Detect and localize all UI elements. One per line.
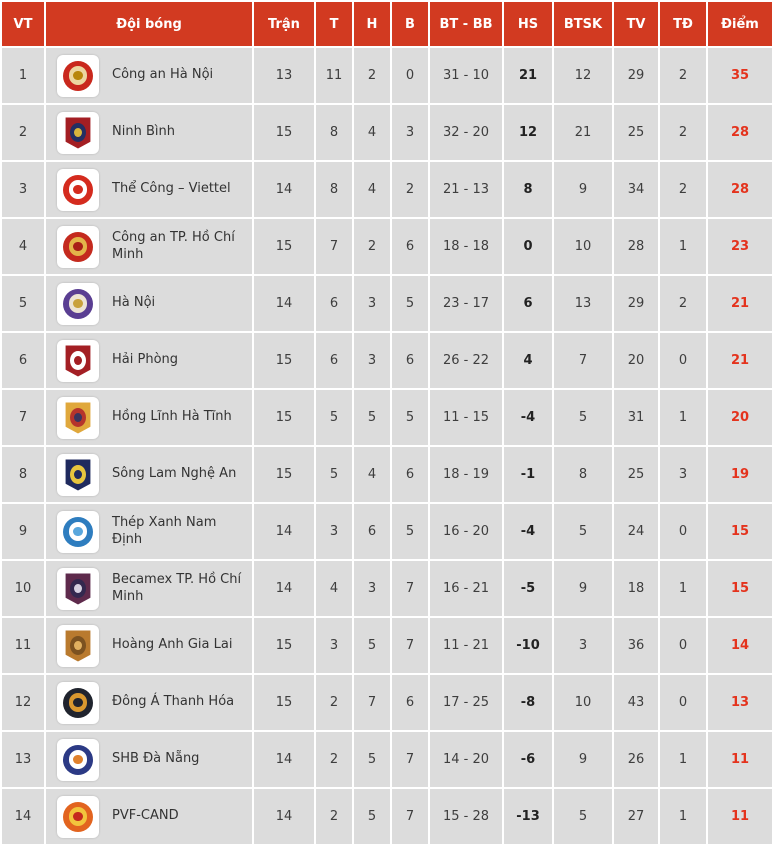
team-logo [57, 397, 99, 439]
team-crest-core [74, 641, 82, 651]
btsk-cell: 7 [554, 333, 612, 388]
goals-for-against-cell: 18 - 19 [430, 447, 502, 502]
tv-cell: 20 [614, 333, 658, 388]
table-row [2, 333, 772, 388]
team-crest-icon [63, 61, 93, 91]
column-header: Đội bóng [46, 2, 252, 46]
td-cell: 0 [660, 333, 706, 388]
team-name: SHB Đà Nẵng [112, 751, 200, 767]
team-cell[interactable] [46, 333, 252, 388]
column-header: TV [614, 2, 658, 46]
position-cell: 6 [2, 333, 44, 388]
goal-difference-cell: -4 [504, 504, 552, 559]
tv-cell: 43 [614, 675, 658, 730]
losses-cell: 5 [392, 276, 428, 331]
tv-cell: 34 [614, 162, 658, 217]
team-logo [57, 568, 99, 610]
losses-cell: 6 [392, 333, 428, 388]
points-cell: 20 [708, 390, 772, 445]
position-cell: 3 [2, 162, 44, 217]
team-crest-inner [70, 636, 87, 656]
draws-cell: 3 [354, 276, 390, 331]
team-crest-icon [63, 745, 93, 775]
position-cell: 9 [2, 504, 44, 559]
wins-cell: 8 [316, 105, 352, 160]
table-row [2, 162, 772, 217]
btsk-cell: 10 [554, 219, 612, 274]
goals-for-against-cell: 23 - 17 [430, 276, 502, 331]
points-cell: 19 [708, 447, 772, 502]
losses-cell: 6 [392, 219, 428, 274]
team-logo [57, 112, 99, 154]
header-row [2, 2, 772, 46]
goal-difference-cell: -4 [504, 390, 552, 445]
points-cell: 28 [708, 105, 772, 160]
team-crest-icon [63, 175, 93, 205]
team-name: Thép Xanh Nam Định [112, 515, 217, 547]
td-cell: 0 [660, 675, 706, 730]
team-logo [57, 226, 99, 268]
team-crest-icon [65, 573, 92, 605]
position-cell: 4 [2, 219, 44, 274]
table-row [2, 561, 772, 616]
team-crest-icon [65, 459, 92, 491]
table-row [2, 618, 772, 673]
matches-played-cell: 14 [254, 162, 314, 217]
team-crest-icon [65, 345, 92, 377]
wins-cell: 4 [316, 561, 352, 616]
position-cell: 12 [2, 675, 44, 730]
draws-cell: 4 [354, 447, 390, 502]
column-header: BTSK [554, 2, 612, 46]
team-logo [57, 454, 99, 496]
column-header: B [392, 2, 428, 46]
team-cell[interactable] [46, 276, 252, 331]
matches-played-cell: 15 [254, 105, 314, 160]
team-logo [57, 625, 99, 667]
team-crest-core [74, 413, 82, 423]
goal-difference-cell: 4 [504, 333, 552, 388]
points-cell: 13 [708, 675, 772, 730]
team-name: Thể Công – Viettel [112, 181, 231, 197]
points-cell: 15 [708, 561, 772, 616]
team-crest-core [74, 128, 82, 138]
goals-for-against-cell: 11 - 21 [430, 618, 502, 673]
goal-difference-cell: -13 [504, 789, 552, 844]
position-cell: 2 [2, 105, 44, 160]
team-crest-inner [70, 408, 87, 428]
btsk-cell: 9 [554, 162, 612, 217]
draws-cell: 5 [354, 618, 390, 673]
draws-cell: 4 [354, 162, 390, 217]
wins-cell: 2 [316, 675, 352, 730]
losses-cell: 5 [392, 504, 428, 559]
position-cell: 13 [2, 732, 44, 787]
team-crest-inner [69, 237, 88, 256]
points-cell: 21 [708, 333, 772, 388]
team-crest-core [74, 470, 82, 480]
goals-for-against-cell: 31 - 10 [430, 48, 502, 103]
draws-cell: 4 [354, 105, 390, 160]
team-cell[interactable] [46, 162, 252, 217]
team-crest-inner [69, 294, 88, 313]
team-crest-inner [70, 579, 87, 599]
td-cell: 1 [660, 390, 706, 445]
team-crest-inner [69, 807, 88, 826]
goals-for-against-cell: 21 - 13 [430, 162, 502, 217]
points-cell: 35 [708, 48, 772, 103]
position-cell: 1 [2, 48, 44, 103]
team-name: Hồng Lĩnh Hà Tĩnh [112, 409, 232, 425]
draws-cell: 5 [354, 390, 390, 445]
wins-cell: 5 [316, 390, 352, 445]
goal-difference-cell: -1 [504, 447, 552, 502]
team-cell[interactable] [46, 105, 252, 160]
team-crest-core [73, 698, 82, 707]
position-cell: 10 [2, 561, 44, 616]
wins-cell: 3 [316, 504, 352, 559]
wins-cell: 8 [316, 162, 352, 217]
team-cell[interactable] [46, 675, 252, 730]
goal-difference-cell: 21 [504, 48, 552, 103]
table-row [2, 675, 772, 730]
team-crest-inner [69, 180, 88, 199]
points-cell: 11 [708, 732, 772, 787]
team-crest-inner [69, 66, 88, 85]
draws-cell: 2 [354, 219, 390, 274]
team-logo [57, 55, 99, 97]
matches-played-cell: 14 [254, 504, 314, 559]
td-cell: 2 [660, 105, 706, 160]
goal-difference-cell: -6 [504, 732, 552, 787]
goals-for-against-cell: 18 - 18 [430, 219, 502, 274]
team-name: Hoàng Anh Gia Lai [112, 637, 233, 653]
losses-cell: 0 [392, 48, 428, 103]
position-cell: 11 [2, 618, 44, 673]
team-name: Đông Á Thanh Hóa [112, 694, 235, 710]
tv-cell: 25 [614, 447, 658, 502]
table-row [2, 504, 772, 559]
column-header: HS [504, 2, 552, 46]
goal-difference-cell: -8 [504, 675, 552, 730]
team-crest-icon [63, 517, 93, 547]
team-crest-inner [69, 750, 88, 769]
losses-cell: 7 [392, 618, 428, 673]
matches-played-cell: 14 [254, 561, 314, 616]
team-cell[interactable] [46, 732, 252, 787]
goals-for-against-cell: 15 - 28 [430, 789, 502, 844]
table-row [2, 48, 772, 103]
btsk-cell: 5 [554, 789, 612, 844]
losses-cell: 2 [392, 162, 428, 217]
team-cell[interactable] [46, 618, 252, 673]
team-cell[interactable] [46, 390, 252, 445]
team-crest-core [73, 71, 82, 80]
losses-cell: 6 [392, 675, 428, 730]
btsk-cell: 5 [554, 504, 612, 559]
column-header: Điểm [708, 2, 772, 46]
team-crest-icon [65, 117, 92, 149]
tv-cell: 24 [614, 504, 658, 559]
draws-cell: 5 [354, 732, 390, 787]
btsk-cell: 9 [554, 732, 612, 787]
td-cell: 1 [660, 732, 706, 787]
table-row [2, 789, 772, 844]
draws-cell: 6 [354, 504, 390, 559]
matches-played-cell: 13 [254, 48, 314, 103]
goal-difference-cell: 12 [504, 105, 552, 160]
team-cell[interactable] [46, 447, 252, 502]
team-crest-icon [65, 402, 92, 434]
column-header: H [354, 2, 390, 46]
matches-played-cell: 14 [254, 732, 314, 787]
team-logo [57, 739, 99, 781]
btsk-cell: 12 [554, 48, 612, 103]
team-logo [57, 283, 99, 325]
team-crest-icon [65, 630, 92, 662]
matches-played-cell: 15 [254, 333, 314, 388]
td-cell: 0 [660, 504, 706, 559]
goals-for-against-cell: 16 - 21 [430, 561, 502, 616]
td-cell: 2 [660, 162, 706, 217]
team-logo [57, 169, 99, 211]
goal-difference-cell: 0 [504, 219, 552, 274]
tv-cell: 28 [614, 219, 658, 274]
tv-cell: 18 [614, 561, 658, 616]
team-logo [57, 682, 99, 724]
tv-cell: 27 [614, 789, 658, 844]
position-cell: 7 [2, 390, 44, 445]
tv-cell: 36 [614, 618, 658, 673]
btsk-cell: 5 [554, 390, 612, 445]
column-header: BT - BB [430, 2, 502, 46]
position-cell: 14 [2, 789, 44, 844]
matches-played-cell: 14 [254, 276, 314, 331]
tv-cell: 29 [614, 48, 658, 103]
column-header: T [316, 2, 352, 46]
team-crest-core [73, 527, 82, 536]
table-row [2, 447, 772, 502]
btsk-cell: 13 [554, 276, 612, 331]
td-cell: 1 [660, 561, 706, 616]
table-row [2, 219, 772, 274]
draws-cell: 5 [354, 789, 390, 844]
matches-played-cell: 15 [254, 390, 314, 445]
team-crest-core [73, 299, 82, 308]
td-cell: 2 [660, 48, 706, 103]
team-crest-core [74, 584, 82, 594]
team-crest-core [73, 242, 82, 251]
draws-cell: 7 [354, 675, 390, 730]
team-name: Becamex TP. Hồ Chí Minh [112, 572, 242, 604]
team-cell[interactable] [46, 48, 252, 103]
team-crest-inner [70, 351, 87, 371]
goals-for-against-cell: 17 - 25 [430, 675, 502, 730]
team-crest-icon [63, 289, 93, 319]
table-row [2, 732, 772, 787]
draws-cell: 3 [354, 561, 390, 616]
team-crest-core [74, 356, 82, 366]
position-cell: 5 [2, 276, 44, 331]
matches-played-cell: 14 [254, 789, 314, 844]
team-name: Công an TP. Hồ Chí Minh [112, 230, 235, 262]
team-logo [57, 796, 99, 838]
team-crest-icon [63, 802, 93, 832]
team-crest-core [73, 185, 82, 194]
losses-cell: 6 [392, 447, 428, 502]
team-cell[interactable] [46, 561, 252, 616]
goal-difference-cell: -10 [504, 618, 552, 673]
points-cell: 15 [708, 504, 772, 559]
tv-cell: 29 [614, 276, 658, 331]
points-cell: 14 [708, 618, 772, 673]
team-name: Hải Phòng [112, 352, 179, 368]
goals-for-against-cell: 26 - 22 [430, 333, 502, 388]
draws-cell: 2 [354, 48, 390, 103]
team-crest-icon [63, 232, 93, 262]
points-cell: 28 [708, 162, 772, 217]
table-row [2, 390, 772, 445]
goals-for-against-cell: 14 - 20 [430, 732, 502, 787]
team-logo [57, 511, 99, 553]
points-cell: 21 [708, 276, 772, 331]
goal-difference-cell: -5 [504, 561, 552, 616]
goals-for-against-cell: 11 - 15 [430, 390, 502, 445]
draws-cell: 3 [354, 333, 390, 388]
losses-cell: 5 [392, 390, 428, 445]
points-cell: 23 [708, 219, 772, 274]
team-crest-inner [69, 522, 88, 541]
position-cell: 8 [2, 447, 44, 502]
matches-played-cell: 15 [254, 219, 314, 274]
team-crest-inner [70, 123, 87, 143]
td-cell: 2 [660, 276, 706, 331]
team-name: PVF-CAND [112, 808, 179, 824]
btsk-cell: 3 [554, 618, 612, 673]
goal-difference-cell: 8 [504, 162, 552, 217]
btsk-cell: 21 [554, 105, 612, 160]
team-crest-inner [69, 693, 88, 712]
team-logo [57, 340, 99, 382]
team-crest-core [73, 755, 82, 764]
team-name: Hà Nội [112, 295, 156, 311]
losses-cell: 7 [392, 789, 428, 844]
team-crest-icon [63, 688, 93, 718]
matches-played-cell: 15 [254, 675, 314, 730]
team-crest-inner [70, 465, 87, 485]
losses-cell: 7 [392, 561, 428, 616]
td-cell: 1 [660, 789, 706, 844]
matches-played-cell: 15 [254, 618, 314, 673]
btsk-cell: 8 [554, 447, 612, 502]
table-row [2, 276, 772, 331]
team-name: Công an Hà Nội [112, 67, 214, 83]
team-name: Sông Lam Nghệ An [112, 466, 237, 482]
goals-for-against-cell: 16 - 20 [430, 504, 502, 559]
matches-played-cell: 15 [254, 447, 314, 502]
losses-cell: 7 [392, 732, 428, 787]
table-row [2, 105, 772, 160]
wins-cell: 3 [316, 618, 352, 673]
column-header: Trận [254, 2, 314, 46]
wins-cell: 6 [316, 276, 352, 331]
team-cell[interactable] [46, 504, 252, 559]
tv-cell: 25 [614, 105, 658, 160]
goal-difference-cell: 6 [504, 276, 552, 331]
column-header: TĐ [660, 2, 706, 46]
tv-cell: 31 [614, 390, 658, 445]
btsk-cell: 10 [554, 675, 612, 730]
btsk-cell: 9 [554, 561, 612, 616]
wins-cell: 7 [316, 219, 352, 274]
wins-cell: 2 [316, 732, 352, 787]
td-cell: 0 [660, 618, 706, 673]
team-name: Ninh Bình [112, 124, 175, 140]
td-cell: 3 [660, 447, 706, 502]
wins-cell: 6 [316, 333, 352, 388]
points-cell: 11 [708, 789, 772, 844]
losses-cell: 3 [392, 105, 428, 160]
wins-cell: 5 [316, 447, 352, 502]
team-cell[interactable] [46, 219, 252, 274]
td-cell: 1 [660, 219, 706, 274]
wins-cell: 11 [316, 48, 352, 103]
goals-for-against-cell: 32 - 20 [430, 105, 502, 160]
column-header: VT [2, 2, 44, 46]
team-cell[interactable] [46, 789, 252, 844]
tv-cell: 26 [614, 732, 658, 787]
team-crest-core [73, 812, 82, 821]
wins-cell: 2 [316, 789, 352, 844]
